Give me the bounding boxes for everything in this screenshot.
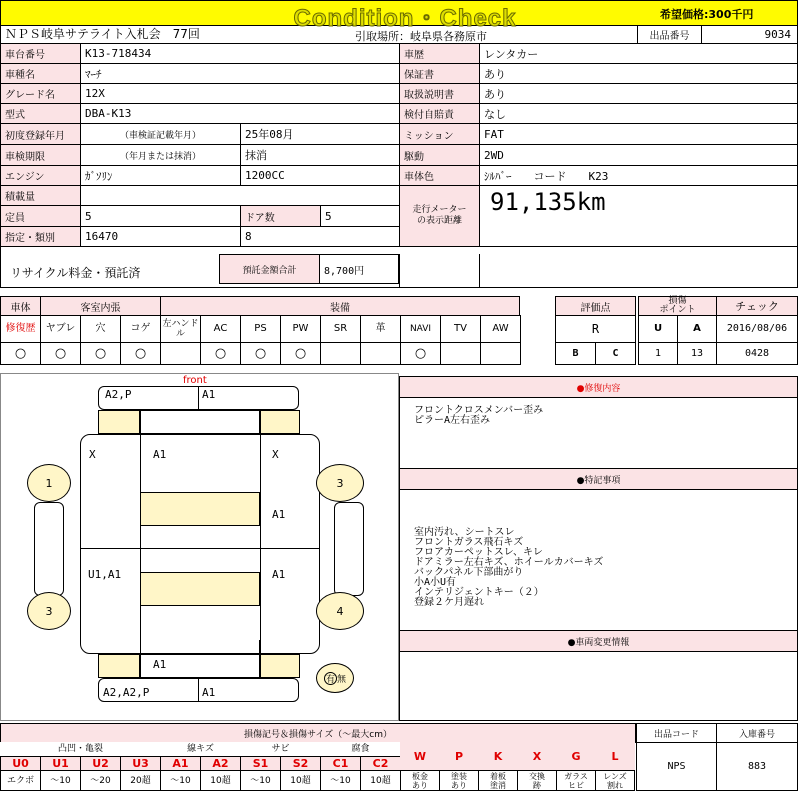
lot-label: 出品番号 [637, 25, 702, 44]
seats-value: 5 [80, 205, 241, 227]
legend-title: 損傷記号＆損傷サイズ（～最大cm） [0, 723, 636, 743]
mileage-label: 走行メーター の表示距離 [399, 185, 480, 247]
legend-code-5: A2 [200, 756, 241, 771]
equipment-item-3: コゲ [120, 315, 161, 343]
rear-bumper-divider [198, 678, 199, 702]
class-label: 指定・類別 [0, 226, 81, 247]
chassis-value: K13-718434 [80, 43, 400, 64]
special-title: ●特記事項 [399, 468, 798, 490]
equipment-item-12: AW [480, 315, 521, 343]
legend-code-2: U2 [80, 756, 121, 771]
legend-size-0: エクボ [0, 770, 41, 791]
cabin [80, 434, 320, 654]
history-value: レンタカー [479, 43, 798, 64]
note-line: フロントガラス飛石キズ [414, 537, 524, 548]
inspection-value: 抹消 [240, 144, 400, 166]
cabin-divider-mid [80, 548, 320, 549]
repair-notes [414, 406, 543, 426]
equipment-item-7: PW [280, 315, 321, 343]
spare-yes: 有 [324, 672, 337, 685]
wheel-rear-right: 4 [316, 592, 364, 630]
u-label: U [638, 315, 678, 343]
legend-size-8: ～10 [320, 770, 361, 791]
exhibit-code-value: NPS [636, 742, 717, 791]
equipment-mark-0: ○ [0, 342, 41, 365]
tag-rear-left-door: U1,A1 [88, 568, 122, 581]
recycle-label: リサイクル料金・預託済 [10, 266, 141, 280]
equipment-mark-12 [480, 342, 521, 365]
front-left-fender [98, 410, 140, 434]
tag-front-bumper-left: A2,P [105, 388, 132, 401]
equipment-mark-10: ○ [400, 342, 441, 365]
entry-number-value: 883 [716, 742, 798, 791]
legend-size-3: 20超 [120, 770, 161, 791]
inspection-label: 車検期限 [0, 144, 81, 166]
condition-check-title: Condition・Check [293, 5, 517, 32]
tag-right-door: A1 [272, 508, 286, 521]
legend-group-1: 線キズ [160, 742, 241, 756]
cabin-divider-left [140, 434, 141, 654]
doors-value: 5 [320, 205, 400, 227]
legend-size-9: 10超 [360, 770, 401, 791]
repair-title: ●修復内容 [399, 376, 798, 398]
insurance-label: 検付自賠責 [399, 103, 480, 124]
legend-size-7: 10超 [280, 770, 321, 791]
equipment-item-2: 穴 [80, 315, 121, 343]
legend-letter-3: X [517, 742, 557, 771]
history-label: 車歴 [399, 43, 480, 64]
manual-label: 取扱説明書 [399, 83, 480, 104]
first-reg-label: 初度登録年月 [0, 123, 81, 145]
equipment-item-5: AC [200, 315, 241, 343]
equipment-item-0: 修復歴 [0, 315, 41, 343]
mileage-value: 91,135km [479, 185, 798, 247]
tag-front-right-door: X [272, 448, 279, 461]
tag-rear-bumper-right: A1 [202, 686, 216, 699]
legend-letter-desc-4: ガラス ヒビ [556, 770, 596, 791]
equipment-item-6: PS [240, 315, 281, 343]
right-side-panel [334, 502, 364, 596]
a-label: A [677, 315, 717, 343]
legend-letter-desc-2: 着板 塗消 [478, 770, 518, 791]
type-label: 型式 [0, 103, 81, 124]
tag-rear-bumper-left: A2,A2,P [103, 686, 150, 699]
doors-label: ドア数 [240, 205, 321, 227]
check-label: チェック [716, 296, 798, 316]
transmission-label: ミッション [399, 123, 480, 145]
u-value: 1 [638, 342, 678, 365]
color-value: ｼﾙﾊﾞｰ コード K23 [479, 165, 798, 186]
note-line: 室内汚れ、シートスレ [414, 527, 515, 538]
legend-size-1: ～10 [40, 770, 81, 791]
trunk-lid [140, 640, 260, 654]
legend-group-3: 腐食 [320, 742, 401, 756]
equipment-mark-6: ○ [240, 342, 281, 365]
legend-code-0: U0 [0, 756, 41, 771]
check-date: 2016/08/06 [716, 315, 798, 343]
auction-name: ＮＰＳ岐阜サテライト入札会 77回 [0, 25, 345, 44]
legend-code-8: C1 [320, 756, 361, 771]
a-value: 13 [677, 342, 717, 365]
legend-code-9: C2 [360, 756, 401, 771]
legend-letter-4: G [556, 742, 596, 771]
grade-label: グレード名 [0, 83, 81, 104]
equipment-item-9: 革 [360, 315, 401, 343]
legend-code-6: S1 [240, 756, 281, 771]
entry-number-label: 入庫番号 [716, 723, 798, 743]
spare-no: 無 [336, 674, 346, 685]
note-line: フロントクロスメンバー歪み [414, 405, 544, 416]
legend-letter-desc-0: 板金 あり [400, 770, 440, 791]
drive-label: 駆動 [399, 144, 480, 166]
legend-letter-desc-1: 塗装 あり [439, 770, 479, 791]
damage-points-label: 損傷 ポイント [638, 296, 717, 316]
model-label: 車種名 [0, 63, 81, 84]
equipment-mark-5: ○ [200, 342, 241, 365]
wheel-rear-left: 3 [27, 592, 71, 630]
warranty-value: あり [479, 63, 798, 84]
interior-header: 客室内張 [40, 296, 161, 316]
wheel-front-left: 1 [27, 464, 71, 502]
class-value: 16470 [80, 226, 241, 247]
tag-trunk: A1 [153, 658, 167, 671]
engine-label: エンジン [0, 165, 81, 186]
roof-front [140, 492, 260, 526]
front-bumper-divider [198, 386, 199, 410]
legend-letter-1: P [439, 742, 479, 771]
tag-front-bumper-right: A1 [202, 388, 216, 401]
cabin-divider-right [260, 434, 261, 654]
spare-indicator [316, 663, 354, 693]
first-reg-value: 25年08月 [240, 123, 400, 145]
legend-letter-2: K [478, 742, 518, 771]
legend-size-4: ～10 [160, 770, 201, 791]
pickup-location: 引取場所：岐阜県各務原市 [355, 30, 487, 43]
equipment-mark-2: ○ [80, 342, 121, 365]
displacement-value: 1200CC [240, 165, 400, 186]
seats-label: 定員 [0, 205, 81, 227]
recycle-divider [399, 254, 400, 288]
equipment-mark-3: ○ [120, 342, 161, 365]
roof-rear [140, 572, 260, 606]
score-interior: C [595, 342, 636, 365]
fuel-value: ｶﾞｿﾘﾝ [80, 165, 241, 186]
legend-size-5: 10超 [200, 770, 241, 791]
capacity-value [80, 185, 400, 206]
legend-code-7: S2 [280, 756, 321, 771]
legend-letter-desc-5: レンズ 割れ [595, 770, 635, 791]
equipment-mark-4 [160, 342, 201, 365]
legend-size-6: ～10 [240, 770, 281, 791]
legend-letter-5: L [595, 742, 635, 771]
equipment-mark-7: ○ [280, 342, 321, 365]
drive-value: 2WD [479, 144, 798, 166]
recycle-divider-2 [479, 254, 480, 288]
lot-number: 9034 [701, 25, 798, 44]
front-label: front [183, 375, 207, 386]
note-line: バックパネル下部曲がり [414, 567, 524, 578]
note-line: 小A小U有 [414, 577, 457, 588]
note-line: インテリジェントキー（２） [414, 587, 544, 598]
legend-code-3: U3 [120, 756, 161, 771]
score-label: 評価点 [555, 296, 636, 316]
exhibit-code-label: 出品コード [636, 723, 717, 743]
legend-group-0: 凸凹・亀裂 [0, 742, 161, 756]
warranty-label: 保証書 [399, 63, 480, 84]
legend-code-1: U1 [40, 756, 81, 771]
inspection-note: （年月または抹消） [80, 144, 241, 166]
equipment-item-10: NAVI [400, 315, 441, 343]
tag-front-left-door: X [89, 448, 96, 461]
score-exterior: B [555, 342, 596, 365]
price-text: 希望価格:300千円 [660, 8, 754, 21]
note-line: フロアカーペットスレ、キレ [414, 547, 543, 558]
front-right-fender [260, 410, 300, 434]
wheel-front-right: 3 [316, 464, 364, 502]
tag-rear-right-door: A1 [272, 568, 286, 581]
equipment-item-1: ヤブレ [40, 315, 81, 343]
equipment-item-8: SR [320, 315, 361, 343]
equipment-header: 装備 [160, 296, 520, 316]
class-value-2: 8 [240, 226, 400, 247]
rear-right-quarter [260, 654, 300, 678]
deposit-label: 預託金額合計 [219, 254, 320, 284]
legend-code-4: A1 [160, 756, 201, 771]
tag-windshield: A1 [153, 448, 167, 461]
grade-value: 12X [80, 83, 400, 104]
hood [140, 410, 260, 434]
legend-size-2: ～20 [80, 770, 121, 791]
body-header: 車体 [0, 296, 41, 316]
note-line: ドアミラー左右キズ、ホイールカバーキズ [414, 557, 604, 568]
equipment-mark-1: ○ [40, 342, 81, 365]
change-title: ●車両変更情報 [399, 630, 798, 652]
capacity-label: 積載量 [0, 185, 81, 206]
legend-letter-desc-3: 交換 跡 [517, 770, 557, 791]
manual-value: あり [479, 83, 798, 104]
type-value: DBA-K13 [80, 103, 400, 124]
equipment-mark-9 [360, 342, 401, 365]
special-notes [414, 528, 603, 608]
deposit-value: 8,700円 [319, 254, 399, 284]
check-number: 0428 [716, 342, 798, 365]
equipment-item-11: TV [440, 315, 481, 343]
note-line: ピラーA左右歪み [414, 415, 491, 426]
transmission-value: FAT [479, 123, 798, 145]
color-label: 車体色 [399, 165, 480, 186]
equipment-mark-8 [320, 342, 361, 365]
legend-group-2: サビ [240, 742, 321, 756]
first-reg-note: （車検証記載年月） [80, 123, 241, 145]
score-overall: R [555, 315, 636, 343]
chassis-label: 車台番号 [0, 43, 81, 64]
equipment-item-4: 左ハンドル [160, 315, 201, 343]
model-value: ﾏｰﾁ [80, 63, 400, 84]
equipment-mark-11 [440, 342, 481, 365]
left-side-panel [34, 502, 64, 596]
note-line: 登録２ケ月遅れ [414, 597, 484, 608]
legend-letter-0: W [400, 742, 440, 771]
rear-left-quarter [98, 654, 140, 678]
insurance-value: なし [479, 103, 798, 124]
